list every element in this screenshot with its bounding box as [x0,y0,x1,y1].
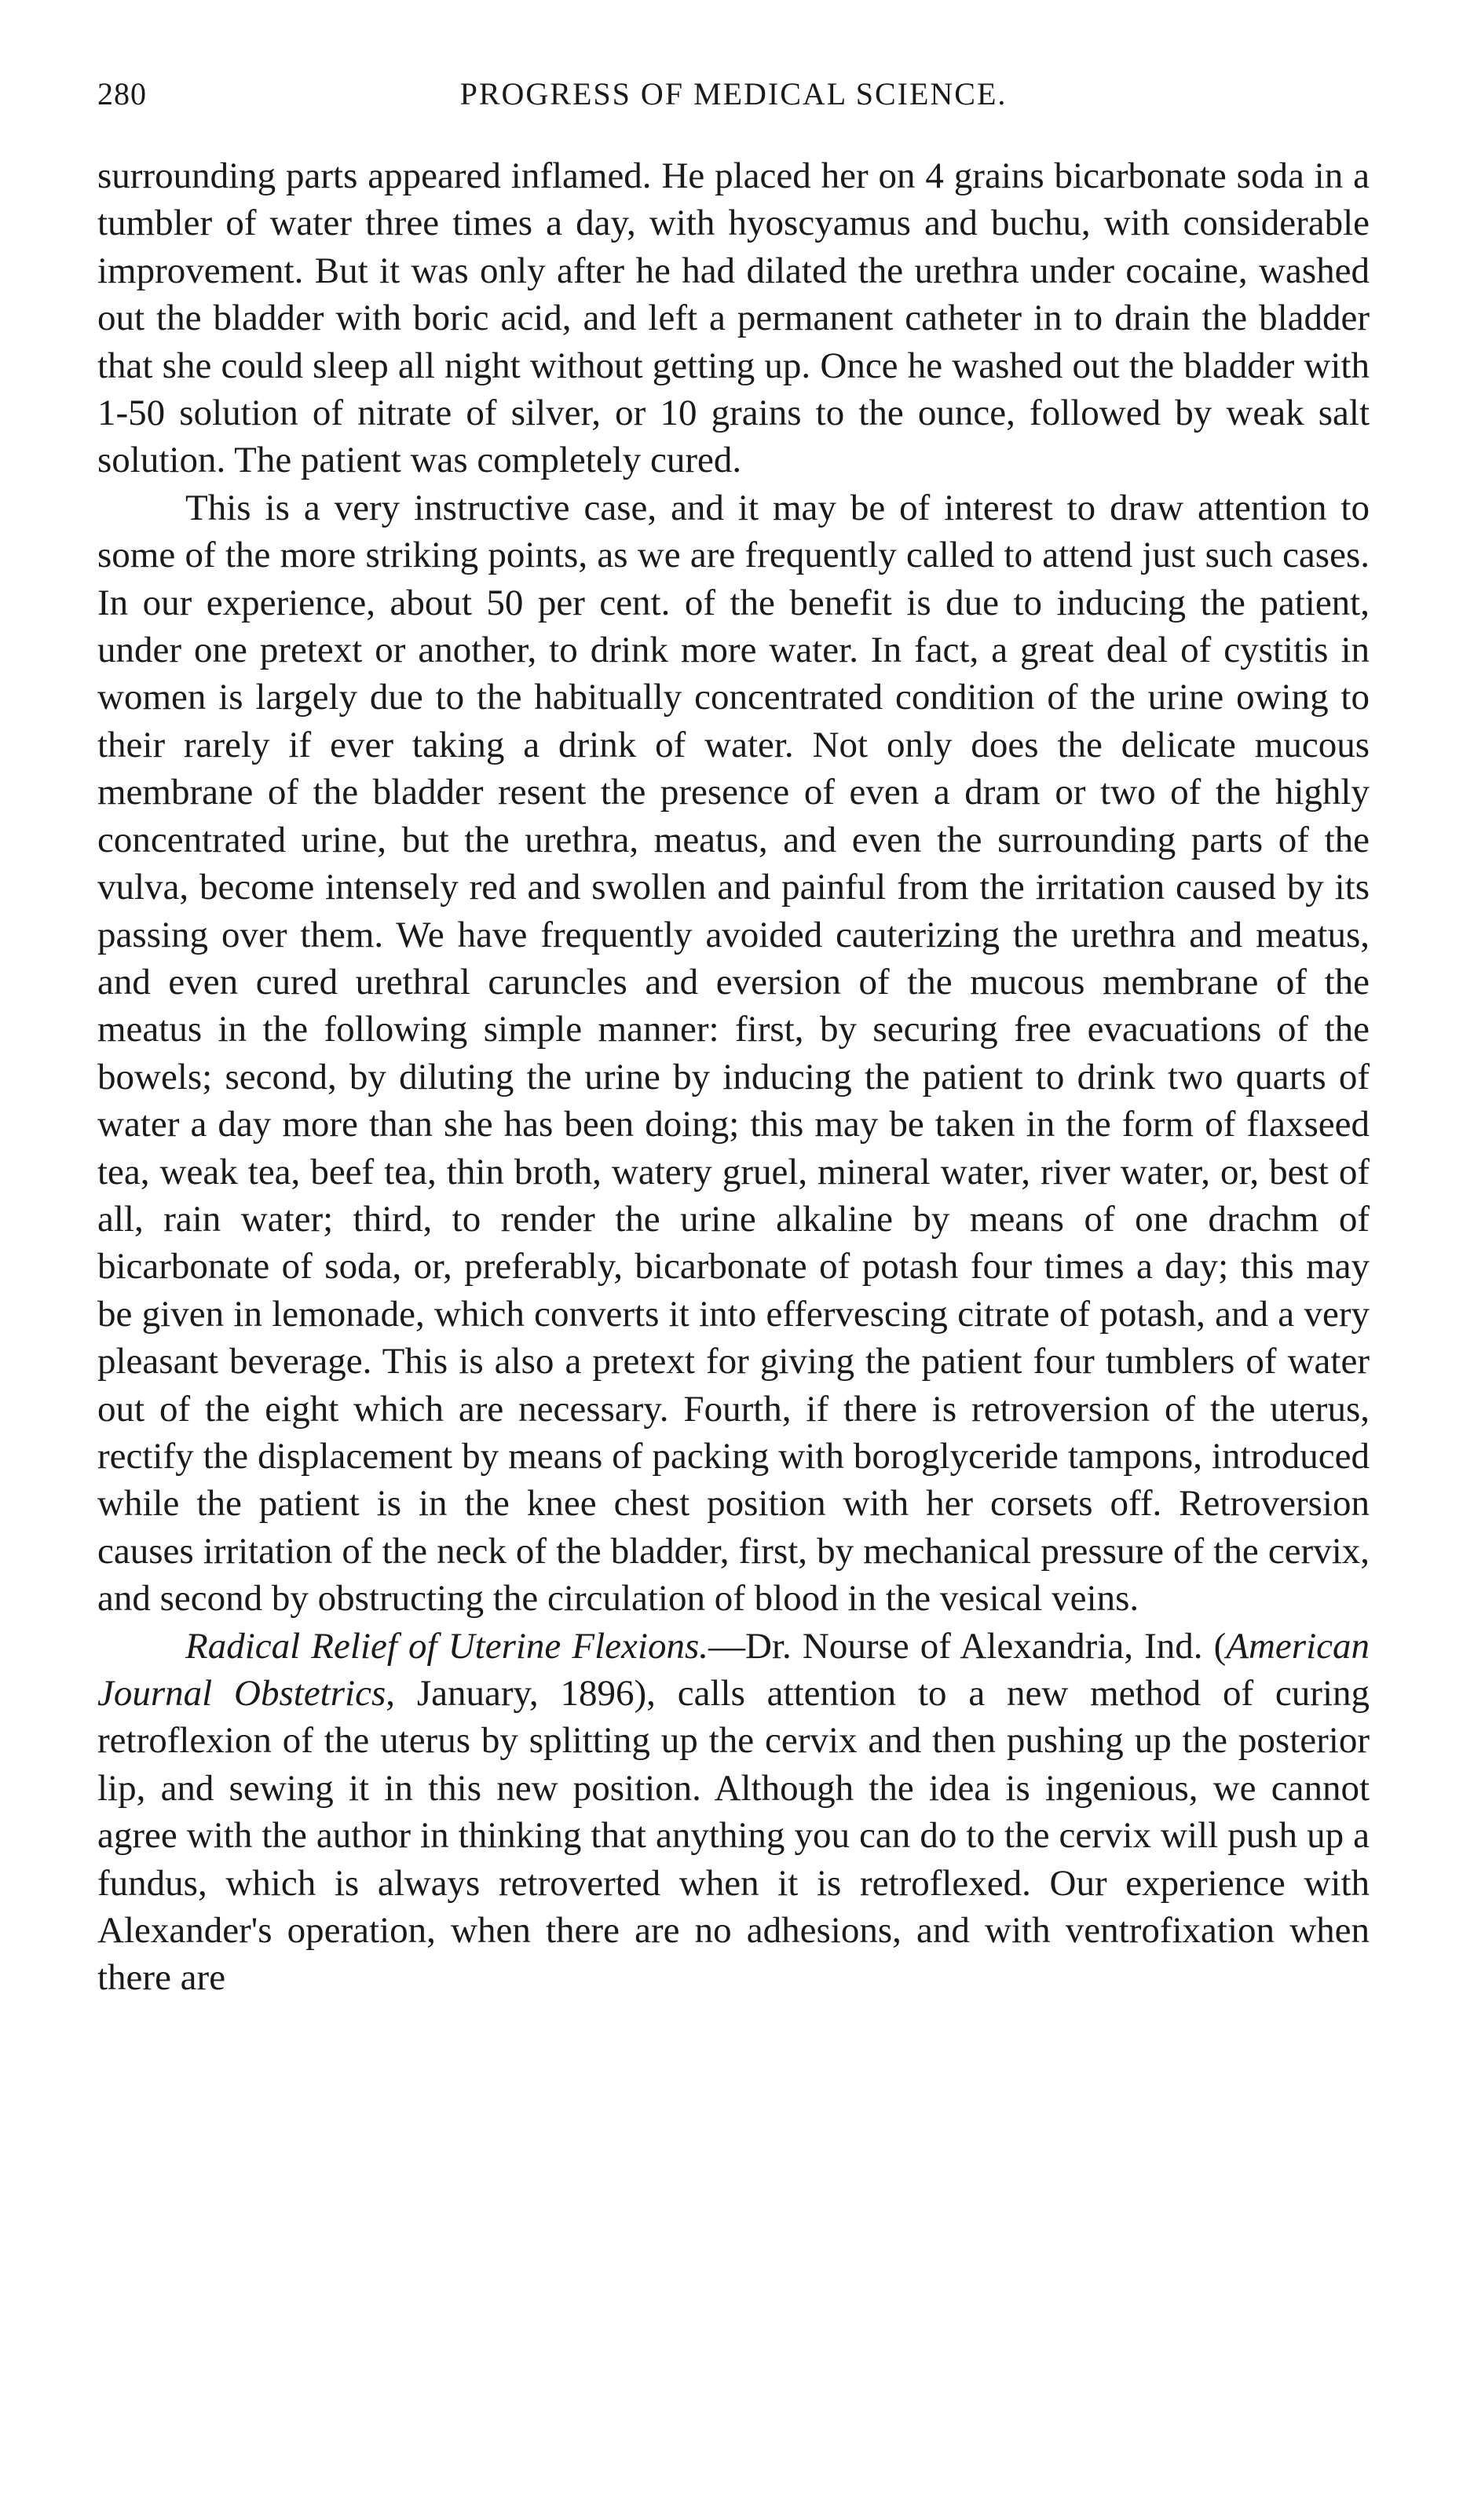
paragraph-case-report: surrounding parts appeared inflamed. He placed her on 4 grains bicarbonate soda in a tumbler of water three times a day, with hyoscyamus and buchu, with considerable improvement. But it was only after he had dilated the urethra under cocaine, washed out the bladder with boric acid, and left a permanent catheter in to drain the bladder that she could sleep all night without getting up. Once he washed out the bladder with 1-50 solution of nitrate of silver, or 10 grains to the ounce, followed by weak salt solution. The patient was completely cured. [97,155,1370,481]
paragraph-intro: —Dr. Nourse of Alexandria, Ind. ( [708,1625,1227,1667]
body-text [97,152,1370,2002]
running-title: PROGRESS OF MEDICAL SCIENCE. [459,76,1008,111]
paragraph-commentary: This is a very instructive case, and it may be of interest to draw attention to some of the more striking points, as we are frequently called to attend just such cases. In our experience, about 50 per cent. of the benefit is due to inducing the patient, under one pretext or another, to drink more water. In fact, a great deal of cystitis in women is largely due to the habitually concentrated condition of the urine owing to their rarely if ever taking a drink of water. Not only does the delicate mucous membrane of the bladder resent the presence of even a dram or two of the highly concentrated urine, but the urethra, meatus, and even the surrounding parts of the vulva, become intensely red and swollen and painful from the irritation caused by its passing over them. We have frequently avoided cauterizing the urethra and meatus, and even cured urethral caruncles and eversion of the mucous membrane of the meatus in the following simple manner: first, by securing free evacuations of the bowels; second, by diluting the urine by inducing the patient to drink two quarts of water a day more than she has been doing; this may be taken in the form of flaxseed tea, weak tea, beef tea, thin broth, watery gruel, mineral water, river water, or, best of all, rain water; third, to render the urine alkaline by means of one drachm of bicarbonate of soda, or, preferably, bicarbonate of potash four times a day; this may be given in lemonade, which converts it into effervescing citrate of potash, and a very pleasant beverage. This is also a pretext for giving the patient four tumblers of water out of the eight which are necessary. Fourth, if there is retroversion of the uterus, rectify the displacement by means of packing with boroglyceride tampons, introduced while the patient is in the knee chest position with her corsets off. Retroversion causes irritation of the neck of the bladder, first, by mechanical pressure of the cervix, and second by obstructing the circulation of blood in the vesical veins. [97,487,1370,1620]
section-heading: Radical Relief of Uterine Flexions. [185,1625,708,1667]
running-head [97,75,1370,138]
page-number: 280 [97,76,147,111]
paragraph-uterine-flexions [97,1623,1370,2002]
book-page [97,75,1370,2002]
paragraph-rest: , January, 1896), calls attention to a new method of curing retroflexion of the uterus by splitting up the cervix and then pushing up the posterior lip, and sewing it in this new position. Although the idea is ingenious, we cannot agree with the author in thinking that anything you can do to the cervix will push up a fundus, which is always retroverted when it is retroflexed. Our experience with Alexander's operation, when there are no adhesions, and with ventrofixation when there are [97,1673,1370,1999]
journal-title: American Journal Obstetrics [97,1625,1370,1714]
